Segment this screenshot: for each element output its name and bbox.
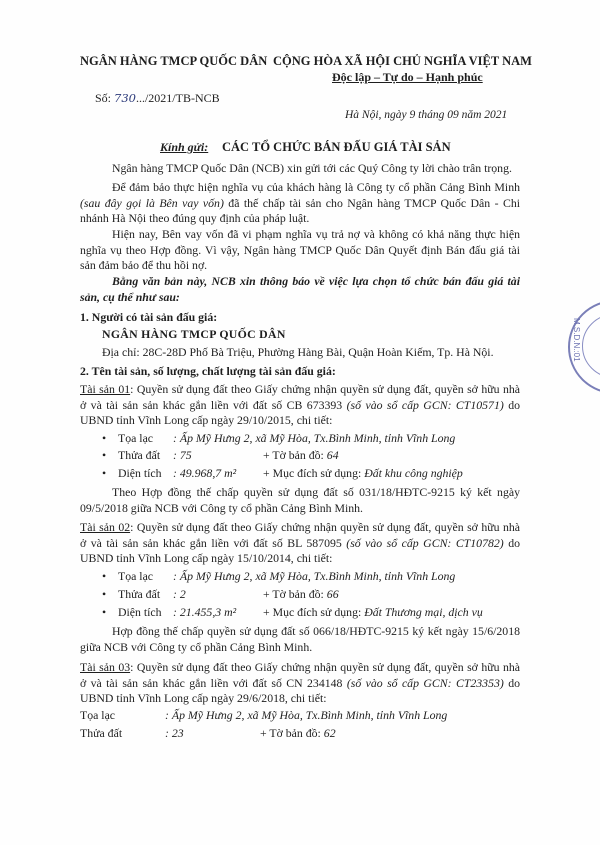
asset-3-thua-dat-label: Thửa đất [80,726,123,740]
asset-2-thua-dat: • Thửa đất : 2 + Tờ bản đồ: 66 [102,587,339,601]
asset-1-desc-c: do UBND tỉnh Vĩnh Long cấp ngày 29/10/2015, chi tiết: [80,397,521,427]
so-handwritten: 730 [114,91,136,105]
asset-2-thua-dat-label: Thửa đất [118,587,161,601]
asset-2-desc-c: do UBND tỉnh Vĩnh Long cấp ngày 15/10/2014, chi tiết: [80,535,520,565]
republic-header: CỘNG HÒA XÃ HỘI CHỦ NGHĨA VIỆT NAM [273,54,532,68]
asset-3-thua-dat-value: : 23 [165,726,184,740]
asset-1-thua-dat-value: : 75 [173,448,192,462]
asset-2-to-ban-do-label: + Tờ bản đồ: [263,587,324,601]
asset-1-contract: Theo Hợp đồng thế chấp quyền sử dụng đất số 031/18/HĐTC-9215 ký kết ngày 09/5/2018 giữa NCB với Công ty cổ phần Cảng Bình Minh. [80,485,520,515]
asset-1-to-ban-do-value: 64 [326,448,339,462]
asset-2-desc-a: : Quyền sử dụng đất theo Giấy chứng nhận quyền sử dụng đất, quyền sở hữu nhà ở và tài sản sản khác gắn liền với đất số BL 587095 [80,520,521,550]
asset-1-dien-tich-value: : 49.968,7 m² [173,466,237,480]
asset-2-dien-tich-value: : 21.455,3 m² [173,605,237,619]
asset-3-thua-dat [80,726,336,741]
asset-1-muc-dich-value: Đất khu công nghiệp [364,466,463,480]
asset-2-label: Tài sản 02 [80,520,131,534]
intro-paragraph-1: Ngân hàng TMCP Quốc Dân (NCB) xin gửi tới các Quý Công ty lời chào trân trọng. [112,161,512,175]
asset-3-label: Tài sản 03 [80,660,131,674]
asset-1-dien-tich-label: Diện tích [118,466,162,480]
section-2-heading: 2. Tên tài sản, số lượng, chất lượng tài sản đấu giá: [80,364,336,378]
asset-3-to-ban-do-value: 62 [323,726,336,740]
asset-1-label: Tài sản 01 [80,382,131,396]
asset-1-toa-lac: • Tọa lạc : Ấp Mỹ Hưng 2, xã Mỹ Hòa, Tx.Bình Minh, tỉnh Vĩnh Long [102,431,456,445]
asset-3-toa-lac [80,708,447,723]
document-number [95,91,220,106]
asset-1-dien-tich: • Diện tích : 49.968,7 m² + Mục đích sử dụng: Đất khu công nghiệp [102,466,463,480]
asset-3-toa-lac-value: : Ấp Mỹ Hưng 2, xã Mỹ Hòa, Tx.Bình Minh, tỉnh Vĩnh Long [165,708,448,722]
section-1-heading: 1. Người có tài sản đấu giá: [80,310,218,324]
so-prefix: Số: [95,91,112,105]
asset-2-toa-lac: • Tọa lạc : Ấp Mỹ Hưng 2, xã Mỹ Hòa, Tx.Bình Minh, tỉnh Vĩnh Long [102,569,456,583]
section-1-bank: NGÂN HÀNG TMCP QUỐC DÂN [102,327,286,341]
asset-2-dien-tich: • Diện tích : 21.455,3 m² + Mục đích sử dụng: Đất Thương mại, dịch vụ [102,605,483,619]
asset-3-desc-a: : Quyền sử dụng đất theo Giấy chứng nhận quyền sử dụng đất, quyền sở hữu nhà ở và tài sản sản khác gắn liền với đất số CN 234148 [80,660,521,690]
intro-p2-b: (sau đây gọi là Bên vay vốn) [80,195,224,210]
section-1-address: Địa chỉ: 28C-28D Phố Bà Triệu, Phường Hàng Bài, Quận Hoàn Kiếm, Tp. Hà Nội. [102,345,494,359]
asset-2-dien-tich-label: Diện tích [118,605,162,619]
intro-paragraph-2 [80,180,520,227]
asset-1-toa-lac-label: Tọa lạc [118,431,154,445]
asset-1-thua-dat-label: Thửa đất [118,448,161,462]
intro-p2-a: Để đảm bảo thực hiện nghĩa vụ của khách hàng là Công ty cổ phần Cảng Bình Minh [112,180,520,194]
asset-2-muc-dich-label: + Mục đích sử dụng: [263,605,362,619]
document-date: Hà Nội, ngày 9 tháng 09 năm 2021 [345,109,508,121]
asset-2-to-ban-do-value: 66 [326,587,339,601]
intro-p2-c: đã thế chấp tài sản cho Ngân hàng TMCP Quốc Dân - Chi nhánh Hà Nội theo đúng quy định của pháp luật. [80,195,521,225]
so-suffix: .../2021/TB-NCB [135,91,220,105]
asset-3-description [80,660,520,707]
stamp-text: M.S.D.N.:01 [572,318,581,362]
asset-1-desc-b: (số vào sổ cấp GCN: CT10571) [346,397,504,412]
asset-3-desc-b: (số vào sổ cấp GCN: CT23353) [346,675,504,690]
asset-1-to-ban-do-label: + Tờ bản đồ: [263,448,324,462]
recipient-title: CÁC TỔ CHỨC BÁN ĐẤU GIÁ TÀI SẢN [222,140,451,154]
asset-1-description [80,382,520,429]
motto: Độc lập – Tự do – Hạnh phúc [332,70,483,84]
bank-name-header: NGÂN HÀNG TMCP QUỐC DÂN [80,54,268,68]
asset-1-desc-a: : Quyền sử dụng đất theo Giấy chứng nhận quyền sử dụng đất, quyền sở hữu nhà ở và tài sản sản khác gắn liền với đất số CB 673393 [80,382,521,412]
asset-1-toa-lac-value: : Ấp Mỹ Hưng 2, xã Mỹ Hòa, Tx.Bình Minh, tỉnh Vĩnh Long [173,431,456,445]
asset-2-desc-b: (số vào sổ cấp GCN: CT10782) [346,535,504,550]
intro-paragraph-3: Hiện nay, Bên vay vốn đã vi phạm nghĩa vụ trả nợ và không có khả năng thực hiện nghĩa vụ theo Hợp đồng. Vì vậy, Ngân hàng TMCP Quốc Dân Quyết định Bán đấu giá tài sản đảm bảo để thu hồi nợ. [80,227,520,272]
recipient-label: Kính gửi: [160,140,209,154]
asset-2-contract: Hợp đồng thế chấp quyền sử dụng đất số 066/18/HĐTC-9215 ký kết ngày 15/6/2018 giữa NCB với Công ty cổ phần Cảng Bình Minh. [80,624,520,654]
asset-1-muc-dich-label: + Mục đích sử dụng: [263,466,362,480]
asset-1-thua-dat: • Thửa đất : 75 + Tờ bản đồ: 64 [102,448,339,462]
intro-paragraph-4: Bằng văn bản này, NCB xin thông báo về việc lựa chọn tổ chức bán đấu giá tài sản, cụ thể như sau: [80,274,520,304]
company-stamp-inner [582,314,600,378]
asset-2-toa-lac-label: Tọa lạc [118,569,154,583]
asset-2-description [80,520,520,567]
asset-2-toa-lac-value: : Ấp Mỹ Hưng 2, xã Mỹ Hòa, Tx.Bình Minh, tỉnh Vĩnh Long [173,569,456,583]
asset-2-muc-dich-value: Đất Thương mại, dịch vụ [364,605,483,619]
asset-3-toa-lac-label: Tọa lạc [80,708,116,722]
asset-2-thua-dat-value: : 2 [173,587,186,601]
asset-3-to-ban-do-label: + Tờ bản đồ: [260,726,321,740]
asset-3-desc-c: do UBND tỉnh Vĩnh Long cấp ngày 29/6/2018, chi tiết: [80,675,521,705]
